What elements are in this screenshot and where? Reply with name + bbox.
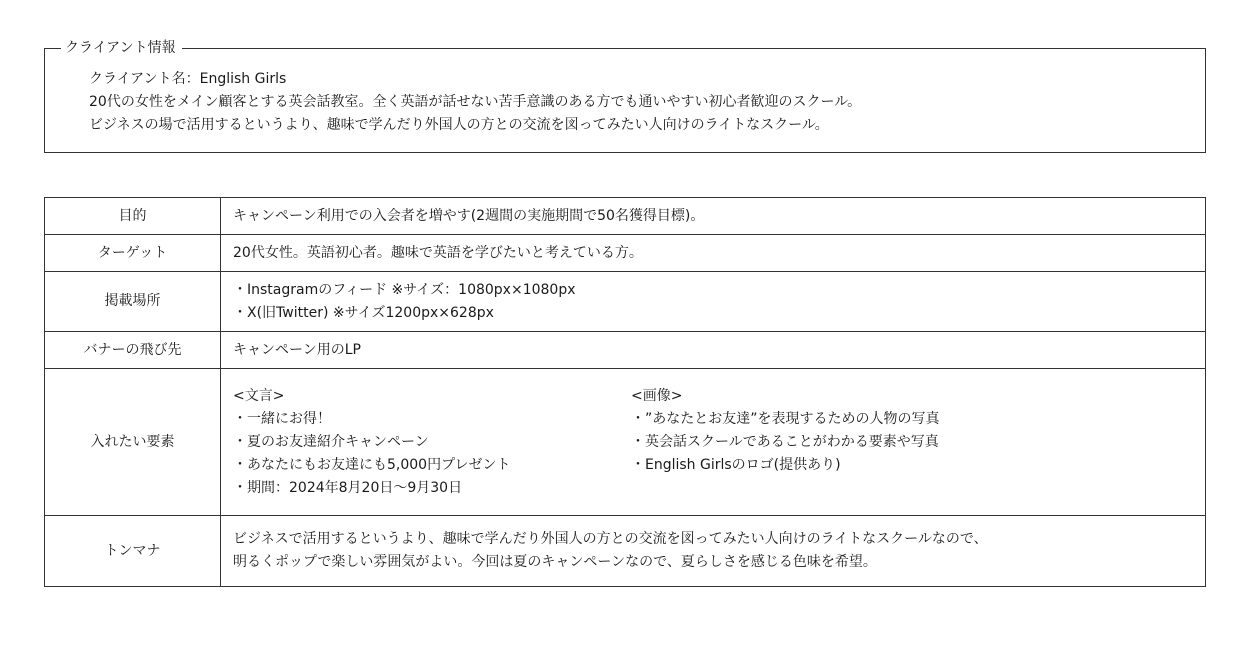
image-column (631, 385, 1193, 500)
row-value (221, 516, 1206, 587)
table-row-placement (45, 272, 1206, 332)
row-value: キャンペーン利用での入会者を増やす(2週間の実施期間で50名獲得目標)。 (221, 198, 1206, 235)
table-row-elements (45, 369, 1206, 516)
row-label: 掲載場所 (45, 272, 221, 332)
client-info-box (44, 40, 1206, 153)
copy-column (233, 385, 631, 500)
row-label: トンマナ (45, 516, 221, 587)
list-item: ・X(旧Twitter) ※サイズ1200px×628px (233, 304, 494, 321)
client-description-line: 20代の女性をメイン顧客とする英会話教室。全く英語が話せない苦手意識のある方でも通いやすい初心者歓迎のスクール。 (89, 94, 862, 110)
list-item: ・夏のお友達紹介キャンペーン (233, 433, 429, 450)
list-item: ・Instagramのフィード ※サイズ：1080px×1080px (233, 281, 576, 298)
list-item: <文言> (233, 387, 285, 404)
elements-columns (233, 385, 1193, 500)
client-info-legend: クライアント情報 (61, 38, 182, 58)
list-item: ・あなたにもお友達にも5,000円プレゼント (233, 456, 511, 473)
row-value: キャンペーン用のLP (221, 332, 1206, 369)
row-label: 目的 (45, 198, 221, 235)
table-row-destination (45, 332, 1206, 369)
row-label: 入れたい要素 (45, 369, 221, 516)
tone-line: 明るくポップで楽しい雰囲気がよい。今回は夏のキャンペーンなので、夏らしさを感じる色味を希望。 (233, 554, 877, 570)
tone-line: ビジネスで活用するというより、趣味で学んだり外国人の方との交流を図ってみたい人向けのライトなスクールなので、 (233, 531, 988, 547)
row-value: 20代女性。英語初心者。趣味で英語を学びたいと考えている方。 (221, 235, 1206, 272)
row-value (221, 369, 1206, 516)
table-row-tone (45, 516, 1206, 587)
row-value (221, 272, 1206, 332)
client-info-body (89, 68, 1185, 137)
list-item: ・”あなたとお友達”を表現するための人物の写真 (631, 410, 940, 427)
row-label: バナーの飛び先 (45, 332, 221, 369)
client-name-line: クライアント名：English Girls (89, 71, 287, 87)
list-item: ・英会話スクールであることがわかる要素や写真 (631, 433, 939, 450)
table-row-target (45, 235, 1206, 272)
list-item: ・期間：2024年8月20日〜9月30日 (233, 479, 463, 496)
list-item: ・English Girlsのロゴ(提供あり) (631, 456, 841, 473)
list-item: ・一緒にお得！ (233, 410, 331, 427)
table-row-purpose (45, 198, 1206, 235)
spec-table (44, 197, 1206, 587)
list-item: <画像> (631, 387, 683, 404)
row-label: ターゲット (45, 235, 221, 272)
client-description-line: ビジネスの場で活用するというより、趣味で学んだり外国人の方との交流を図ってみたい人向けのライトなスクール。 (89, 117, 829, 133)
